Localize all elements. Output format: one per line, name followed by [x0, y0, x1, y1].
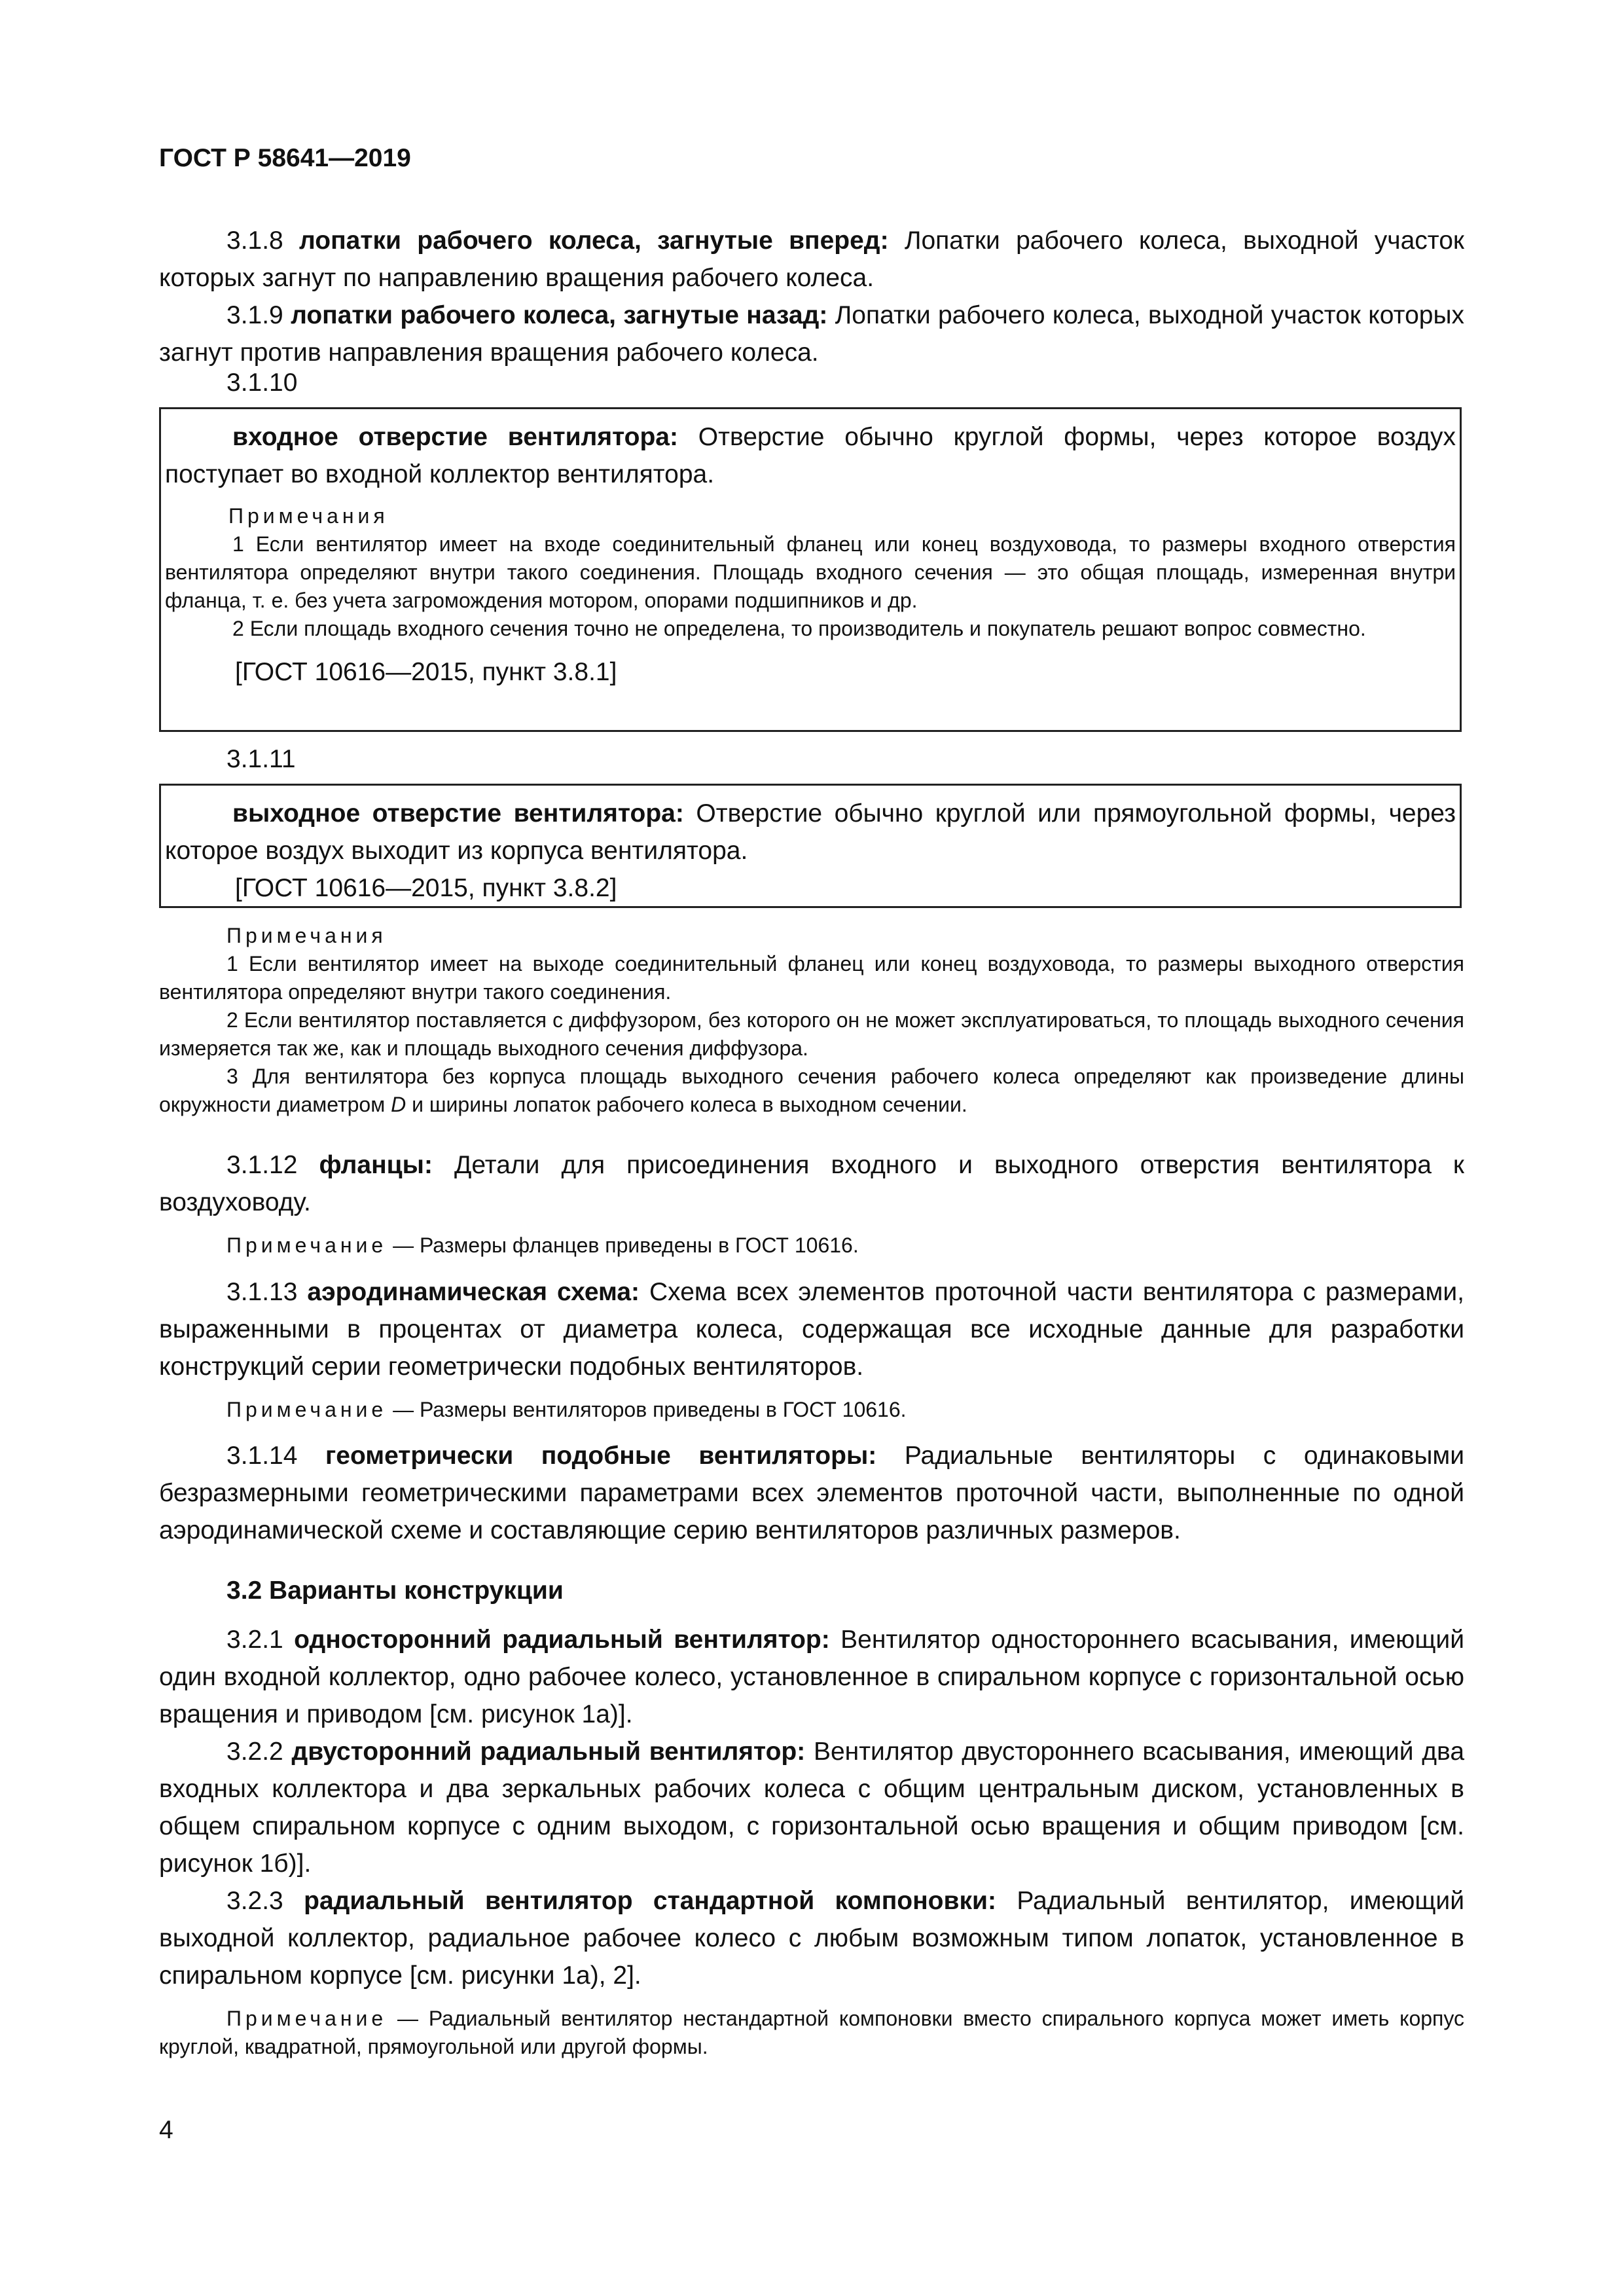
- note-1: 1 Если вентилятор имеет на входе соединительный фланец или конец воздуховода, то размеры входного отверстия вентилятора определяют внутри такого соединения. Площадь входного сечения — это общая площадь, измеренная внутри фланца, т. е. без учета загромождения мотором, опорами подшипников и др.: [165, 532, 1456, 612]
- clause-label-3-1-11: 3.1.11: [226, 745, 296, 773]
- document-header: ГОСТ Р 58641—2019: [159, 144, 411, 172]
- definition-3-1-9: [159, 297, 1464, 371]
- term: геометрически подобные вентиляторы:: [325, 1442, 877, 1470]
- term: лопатки рабочего колеса, загнутые назад:: [291, 301, 828, 329]
- definitions-block-1: [159, 222, 1464, 371]
- note-text: — Радиальный вентилятор нестандартной компоновки вместо спирального корпуса может иметь корпус круглой, квадратной, прямоугольной или другой формы.: [159, 2007, 1464, 2058]
- note: [159, 2005, 1464, 2061]
- box-definition: [161, 418, 1460, 493]
- definition-text: Радиальные вентиляторы с одинаковыми безразмерными геометрическими параметрами всех элементов проточной части, выполненные по одной аэродинамической схеме и составляющие серию вентиляторов различных размеров.: [159, 1442, 1465, 1544]
- clause-number: 3.1.9: [226, 301, 283, 329]
- note-label: Примечание: [226, 1233, 388, 1257]
- definition-text: Отверстие обычно круглой формы, через которое воздух поступает во входной коллектор вентилятора.: [165, 423, 1456, 488]
- definition-3-1-12: [159, 1146, 1464, 1221]
- clause-number: 3.1.8: [226, 227, 283, 255]
- definition-text: Лопатки рабочего колеса, выходной участок которых загнут по направлению вращения рабочего колеса.: [159, 227, 1464, 292]
- term: фланцы:: [319, 1151, 433, 1179]
- definition-3-1-12-block: [159, 1146, 1464, 1260]
- notes-3-1-11: [159, 922, 1464, 1119]
- definition-box-3-1-11: [159, 784, 1462, 908]
- note-text: — Размеры вентиляторов приведены в ГОСТ 10616.: [387, 1398, 907, 1421]
- clause-number: 3.1.13: [226, 1278, 298, 1306]
- definition-3-1-14: [159, 1437, 1464, 1549]
- note-text: 3 Для вентилятора без корпуса площадь выходного сечения рабочего колеса определяют как произведение длины окружности диаметром: [159, 1065, 1464, 1116]
- definition-3-2-3: [159, 1882, 1464, 1994]
- note-1: 1 Если вентилятор имеет на выходе соединительный фланец или конец воздуховода, то размеры выходного отверстия вентилятора определяют внутри такого соединения.: [159, 952, 1464, 1004]
- note-label: Примечание: [226, 1398, 388, 1421]
- clause-number: 3.2.2: [226, 1738, 283, 1766]
- definition-text: Вентилятор одностороннего всасывания, имеющий один входной коллектор, одно рабочее колесо, установленное в спиральном корпусе с горизонтальной осью вращения и приводом [см. рисунок 1а)].: [159, 1626, 1464, 1728]
- definition-text: Отверстие обычно круглой или прямоугольной формы, через которое воздух выходит из корпуса вентилятора.: [165, 799, 1456, 865]
- definition-3-1-13: [159, 1273, 1464, 1385]
- note: [159, 1231, 1464, 1260]
- box-definition: [161, 795, 1460, 869]
- note-text: — Размеры фланцев приведены в ГОСТ 10616.: [387, 1233, 859, 1257]
- definition-3-1-8: [159, 222, 1464, 297]
- term: выходное отверстие вентилятора:: [232, 799, 684, 828]
- variable-d: D: [391, 1093, 406, 1116]
- definition-3-1-14-block: [159, 1437, 1464, 1549]
- clause-number: 3.1.14: [226, 1442, 298, 1470]
- definition-text: Детали для присоединения входного и выходного отверстия вентилятора к воздуховоду.: [159, 1151, 1464, 1216]
- clause-number: 3.1.12: [226, 1151, 298, 1179]
- definition-text: Лопатки рабочего колеса, выходной участок которых загнут против направления вращения рабочего колеса.: [159, 301, 1464, 367]
- clause-label-3-1-10: 3.1.10: [226, 369, 298, 397]
- note-2: 2 Если вентилятор поставляется с диффузором, без которого он не может эксплуатироваться, то площадь выходного сечения измеряется так же, как и площадь выходного сечения диффузора.: [159, 1008, 1464, 1060]
- definition-text: Схема всех элементов проточной части вентилятора с размерами, выраженными в процентах от диаметра колеса, содержащая все исходные данные для разработки конструкций серии геометрически подобных вентиляторов.: [159, 1278, 1464, 1381]
- term: входное отверстие вентилятора:: [232, 423, 678, 451]
- clause-number: 3.2.1: [226, 1626, 283, 1654]
- note-3: [159, 1063, 1464, 1119]
- notes-title: Примечания: [228, 504, 389, 528]
- note-2: 2 Если площадь входного сечения точно не определена, то производитель и покупатель решают вопрос совместно.: [232, 617, 1366, 640]
- definition-box-3-1-10: [159, 407, 1462, 732]
- term: двусторонний радиальный вентилятор:: [291, 1738, 806, 1766]
- term: односторонний радиальный вентилятор:: [294, 1626, 830, 1654]
- definition-text: Вентилятор двустороннего всасывания, имеющий два входных коллектора и два зеркальных рабочих колеса с общим центральным диском, установленных в общем спиральном корпусе с одним выходом, с горизонтальной осью вращения и общим приводом [см. рисунок 1б)].: [159, 1738, 1465, 1878]
- section-3-2: [159, 1572, 1464, 2061]
- note-label: Примечание: [226, 2007, 388, 2030]
- page-number: 4: [159, 2116, 173, 2144]
- note-text: и ширины лопаток рабочего колеса в выходном сечении.: [406, 1093, 967, 1116]
- definition-text: Радиальный вентилятор, имеющий выходной коллектор, радиальное рабочее колесо с любым возможным типом лопаток, установленное в спиральном корпусе [см. рисунки 1а), 2].: [159, 1887, 1464, 1990]
- definition-3-1-13-block: [159, 1273, 1464, 1424]
- source-reference: [ГОСТ 10616—2015, пункт 3.8.1]: [235, 658, 617, 686]
- definition-3-2-2: [159, 1733, 1464, 1882]
- notes-title: Примечания: [226, 924, 387, 947]
- section-title: 3.2 Варианты конструкции: [226, 1576, 564, 1605]
- term: аэродинамическая схема:: [307, 1278, 640, 1306]
- note: [159, 1396, 1464, 1424]
- term: лопатки рабочего колеса, загнутые вперед:: [299, 227, 889, 255]
- source-reference: [ГОСТ 10616—2015, пункт 3.8.2]: [235, 874, 617, 902]
- clause-number: 3.2.3: [226, 1887, 283, 1915]
- term: радиальный вентилятор стандартной компоновки:: [304, 1887, 996, 1915]
- definition-3-2-1: [159, 1621, 1464, 1733]
